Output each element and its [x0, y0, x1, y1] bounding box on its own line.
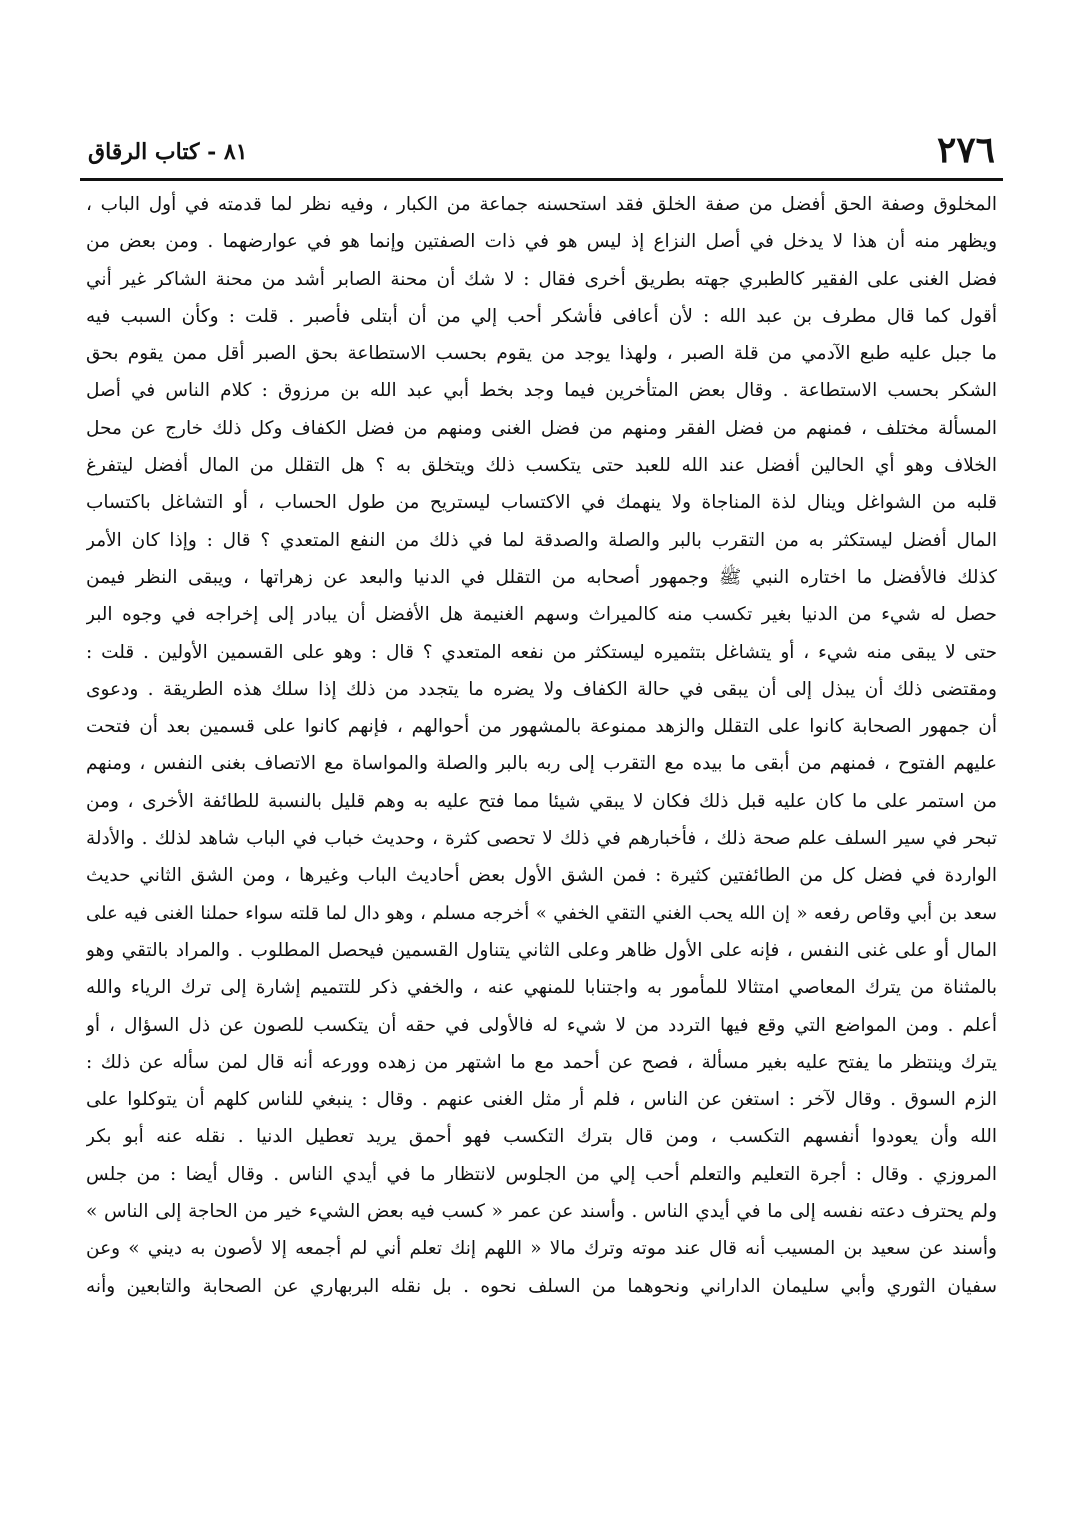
- text-line: أعلم . ومن المواضع التي وقع فيها التردد من لا شيء له فالأولى في حقه أن يتكسب للصون عن ذل السؤال ، أو: [86, 1014, 997, 1036]
- text-line: عليهم الفتوح ، فمنهم من أبقى ما بيده مع التقرب إلى ربه بالبر والصلة والمواساة مع الاتصاف بغنى النفس ، ومنهم: [86, 753, 997, 775]
- text-line: المال أفضل ليستكثر به من التقرب بالبر والصلة والصدقة لما في ذلك من النفع المتعدي ؟ قال : وإذا كان الأمر: [86, 529, 997, 551]
- text-line: المسألة مختلف ، فمنهم من فضل الفقر ومنهم من فضل الغنى ومنهم من فضل الكفاف وكل ذلك خارج عن محل: [86, 417, 997, 439]
- running-title: ٨١ - كتاب الرقاق: [88, 139, 248, 165]
- text-line: الشكر بحسب الاستطاعة . وقال بعض المتأخرين فيما وجد بخط أبي عبد الله بن مرزوق : كلام الناس في أصل: [86, 380, 997, 402]
- text-line: بالمثناة من يترك المعاصي امتثالا للمأمور به واجتنابا للمنهي عنه ، والخفي ذكر للتتميم إشارة إلى ترك الرياء والله: [86, 977, 997, 999]
- text-line: المروزي . وقال : أجرة التعليم والتعلم أحب إلي من الجلوس لانتظار ما في أيدي الناس . وقال أيضا : من جلس: [86, 1163, 997, 1185]
- text-line: ولم يحترف دعته نفسه إلى ما في أيدي الناس . وأسند عن عمر « كسب فيه بعض الشيء خير من الحاجة إلى الناس »: [86, 1201, 997, 1223]
- text-line: أن جمهور الصحابة كانوا على التقلل والزهد ممنوعة بالمشهور من أحوالهم ، فإنهم كانوا على قسمين بعد أن فتحت: [86, 716, 997, 738]
- text-line: الخلاف وهو أي الحالين أفضل عند الله للعبد حتى يتكسب ذلك ويتخلق به ؟ هل التقلل من المال أفضل ليتفرغ: [86, 455, 997, 477]
- text-line: ما جبل عليه طبع الآدمي من قلة الصبر ، ولهذا يوجد من يقوم بحسب الاستطاعة بحق الصبر أقل ممن يقوم بحق: [86, 343, 997, 365]
- text-line: وأسند عن سعيد بن المسيب أنه قال عند موته وترك مالا « اللهم إنك تعلم أني لم أجمعه إلا لأصون به ديني » وعن: [86, 1238, 997, 1260]
- text-line: سفيان الثوري وأبي سليمان الداراني ونحوهما من السلف نحوه . بل نقله البربهاري عن الصحابة والتابعين وأنه: [86, 1275, 997, 1297]
- text-line: حتى لا يبقى منه شيء ، أو يتشاغل بتثميره ليستكثر من نفعه المتعدي ؟ قال : وهو على القسمين الأولين . قلت :: [86, 641, 997, 663]
- header-rule: [80, 178, 1003, 181]
- text-line: قلبه من الشواغل وينال لذة المناجاة ولا ينهمك في الاكتساب ليستريح من طول الحساب ، أو التشاغل باكتساب: [86, 492, 997, 514]
- text-line: ومقتضى ذلك أن يبذل إلى أن يبقى في حالة الكفاف ولا يضره ما يتجدد من ذلك إذا سلك هذه الطريقة . ودعوى: [86, 678, 997, 700]
- text-line: الزم السوق . وقال لآخر : استغن عن الناس ، فلم أر مثل الغنى عنهم . وقال : ينبغي للناس كلهم أن يتوكلوا على: [86, 1089, 997, 1111]
- text-line: حصل له شيء من الدنيا بغير تكسب منه كالميراث وسهم الغنيمة هل الأفضل أن يبادر إلى إخراجه في وجوه البر: [86, 604, 997, 626]
- text-line: من استمر على ما كان عليه قبل ذلك فكان لا يبقي شيئا مما فتح عليه به وهم قليل بالنسبة للطائفة الأخرى ، ومن: [86, 790, 997, 812]
- text-line: تبحر في سير السلف علم صحة ذلك ، فأخبارهم في ذلك لا تحصى كثرة ، وحديث خباب في الباب شاهد لذلك . والأدلة: [86, 828, 997, 850]
- text-line: فضل الغنى على الفقير كالطبري جهته بطريق أخرى فقال : لا شك أن محنة الصابر أشد من محنة الشاكر غير أني: [86, 268, 997, 290]
- page-header: [88, 122, 995, 178]
- text-line: يترك وينتظر ما يفتح عليه بغير مسألة ، فصح عن أحمد مع ما اشتهر من زهده وورعه أنه قال لمن سأله عن ذلك :: [86, 1051, 997, 1073]
- text-line: المخلوق وصفة الحق أفضل من صفة الخلق فقد استحسنه جماعة من الكبار ، وفيه نظر لما قدمته في أول الباب ،: [86, 194, 997, 215]
- text-line: كذلك فالأفضل ما اختاره النبي ﷺ وجمهور أصحابه من التقلل في الدنيا والبعد عن زهراتها ، ويبقى النظر فيمن: [86, 566, 997, 588]
- text-line: سعد بن أبي وقاص رفعه « إن الله يحب الغني التقي الخفي » أخرجه مسلم ، وهو دال لما قلته سواء حملنا الغنى فيه على: [86, 902, 997, 924]
- text-line: الله وأن يعودوا أنفسهم التكسب ، ومن قال بترك التكسب فهو أحمق يريد تعطيل الدنيا . نقله عنه أبو بكر: [86, 1126, 997, 1148]
- text-line: الواردة في فضل كل من الطائفتين كثيرة : فمن الشق الأول بعض أحاديث الباب وغيرها ، ومن الشق الثاني حديث: [86, 865, 997, 887]
- text-line: أقول كما قال مطرف بن عبد الله : لأن أعافى فأشكر أحب إلي من أن أبتلى فأصبر . قلت : وكأن السبب فيه: [86, 305, 997, 327]
- text-line: ويظهر منه أن هذا لا يدخل في أصل النزاع إذ ليس هو في ذات الصفتين وإنما هو في عوارضهما . ومن بعض من: [86, 231, 997, 253]
- page-number: ٢٧٦: [936, 129, 995, 171]
- text-line: المال أو على غنى النفس ، فإنه على الأول ظاهر وعلى الثاني يتناول القسمين فيحصل المطلوب . والمراد بالتقي وهو: [86, 939, 997, 961]
- body-text: [86, 186, 997, 1305]
